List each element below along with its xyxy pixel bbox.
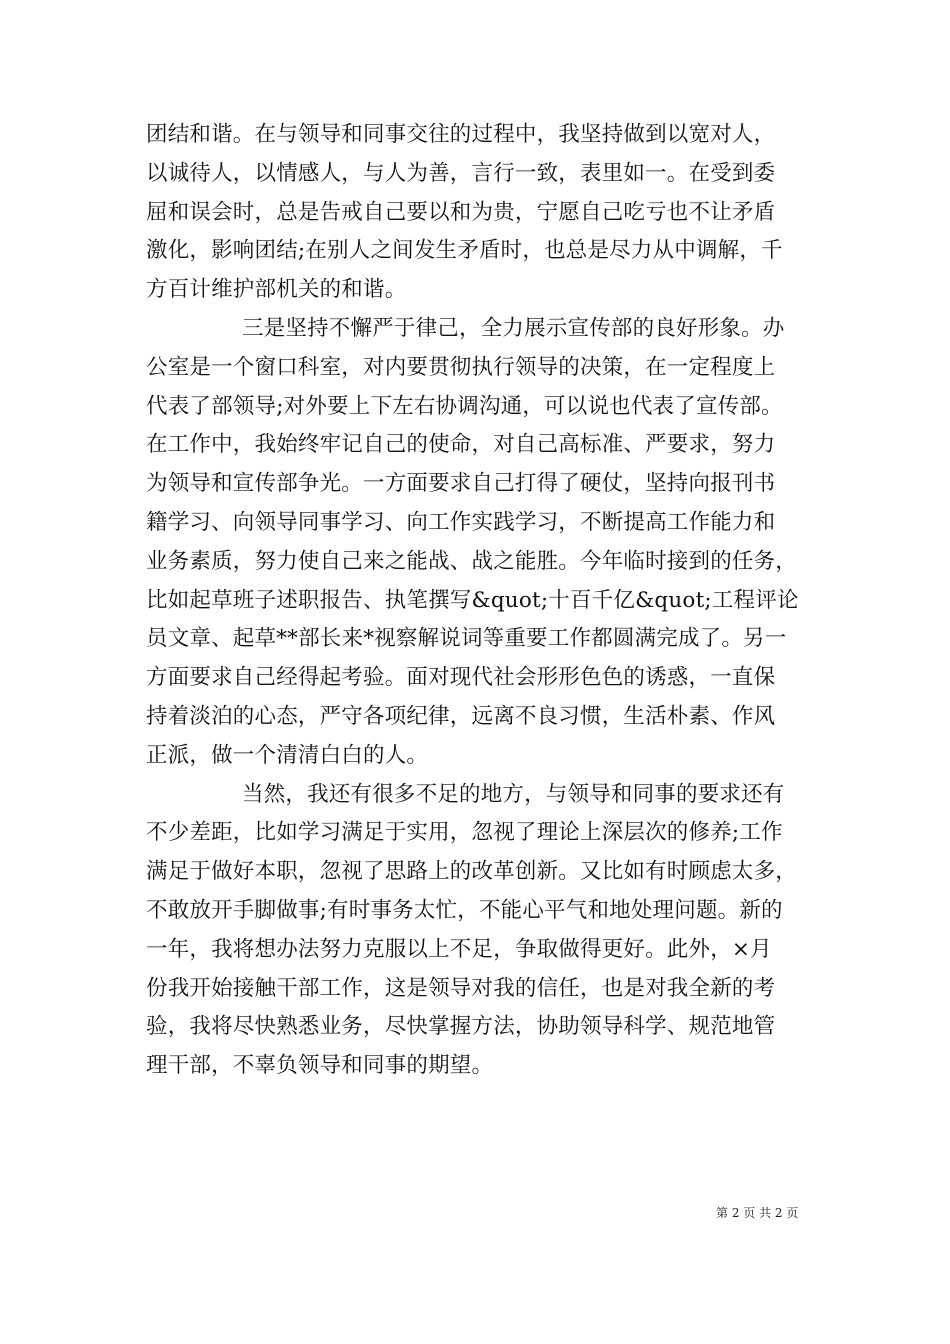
paragraph-3-line: 满足于做好本职，忽视了思路上的改革创新。又比如有时顾虑太多， bbox=[146, 859, 798, 885]
paragraph-3-line: 当然，我还有很多不足的地方，与领导和同事的要求还有 bbox=[242, 781, 785, 807]
paragraph-3-line: 不敢放开手脚做事;有时事务太忙，不能心平气和地处理问题。新的 bbox=[146, 897, 783, 923]
paragraph-1-line: 激化，影响团结;在别人之间发生矛盾时，也总是尽力从中调解，千 bbox=[146, 238, 783, 264]
paragraph-2-line: 比如起草班子述职报告、执笔撰写&quot;十百千亿&quot;工程评论 bbox=[146, 587, 799, 613]
paragraph-1-line: 以诚待人，以情感人，与人为善，言行一致，表里如一。在受到委 bbox=[146, 160, 776, 186]
paragraph-3-line: 理干部，不辜负领导和同事的期望。 bbox=[146, 1053, 494, 1079]
paragraph-2-line: 在工作中，我始终牢记自己的使命，对自己高标准、严要求，努力 bbox=[146, 432, 776, 458]
paragraph-3-line: 一年，我将想办法努力克服以上不足，争取做得更好。此外，×月 bbox=[146, 936, 772, 962]
paragraph-2-line: 持着淡泊的心态，严守各项纪律，远离不良习惯，生活朴素、作风 bbox=[146, 703, 776, 729]
paragraph-1-line: 团结和谐。在与领导和同事交往的过程中，我坚持做到以宽对人， bbox=[146, 122, 776, 147]
paragraph-1-line: 方百计维护部机关的和谐。 bbox=[146, 277, 407, 303]
paragraph-3-line: 不少差距，比如学习满足于实用，忽视了理论上深层次的修养;工作 bbox=[146, 820, 783, 846]
paragraph-2-line: 方面要求自己经得起考验。面对现代社会形形色色的诱惑，一直保 bbox=[146, 665, 776, 691]
document-body bbox=[146, 116, 826, 1086]
paragraph-2-line: 代表了部领导;对外要上下左右协调沟通，可以说也代表了宣传部。 bbox=[146, 393, 783, 419]
paragraph-3-line: 验，我将尽快熟悉业务，尽快掌握方法，协助领导科学、规范地管 bbox=[146, 1014, 776, 1040]
paragraph-2-line: 三是坚持不懈严于律己，全力展示宣传部的良好形象。办 bbox=[242, 315, 785, 341]
paragraph-2-line: 籍学习、向领导同事学习、向工作实践学习，不断提高工作能力和 bbox=[146, 509, 776, 535]
page-number-footer: 第 2 页 共 2 页 bbox=[716, 1206, 799, 1220]
paragraph-3-line: 份我开始接触干部工作，这是领导对我的信任，也是对我全新的考 bbox=[146, 975, 776, 1001]
paragraph-2-line: 业务素质，努力使自己来之能战、战之能胜。今年临时接到的任务， bbox=[146, 548, 798, 574]
paragraph-2-line: 为领导和宣传部争光。一方面要求自己打得了硬仗，坚持向报刊书 bbox=[146, 471, 776, 497]
paragraph-1-line: 屈和误会时，总是告戒自己要以和为贵，宁愿自己吃亏也不让矛盾 bbox=[146, 199, 776, 225]
paragraph-2-line: 正派，做一个清清白白的人。 bbox=[146, 742, 429, 768]
paragraph-2-line: 公室是一个窗口科室，对内要贯彻执行领导的决策，在一定程度上 bbox=[146, 354, 776, 380]
paragraph-2-line: 员文章、起草**部长来*视察解说词等重要工作都圆满完成了。另一 bbox=[146, 626, 787, 652]
